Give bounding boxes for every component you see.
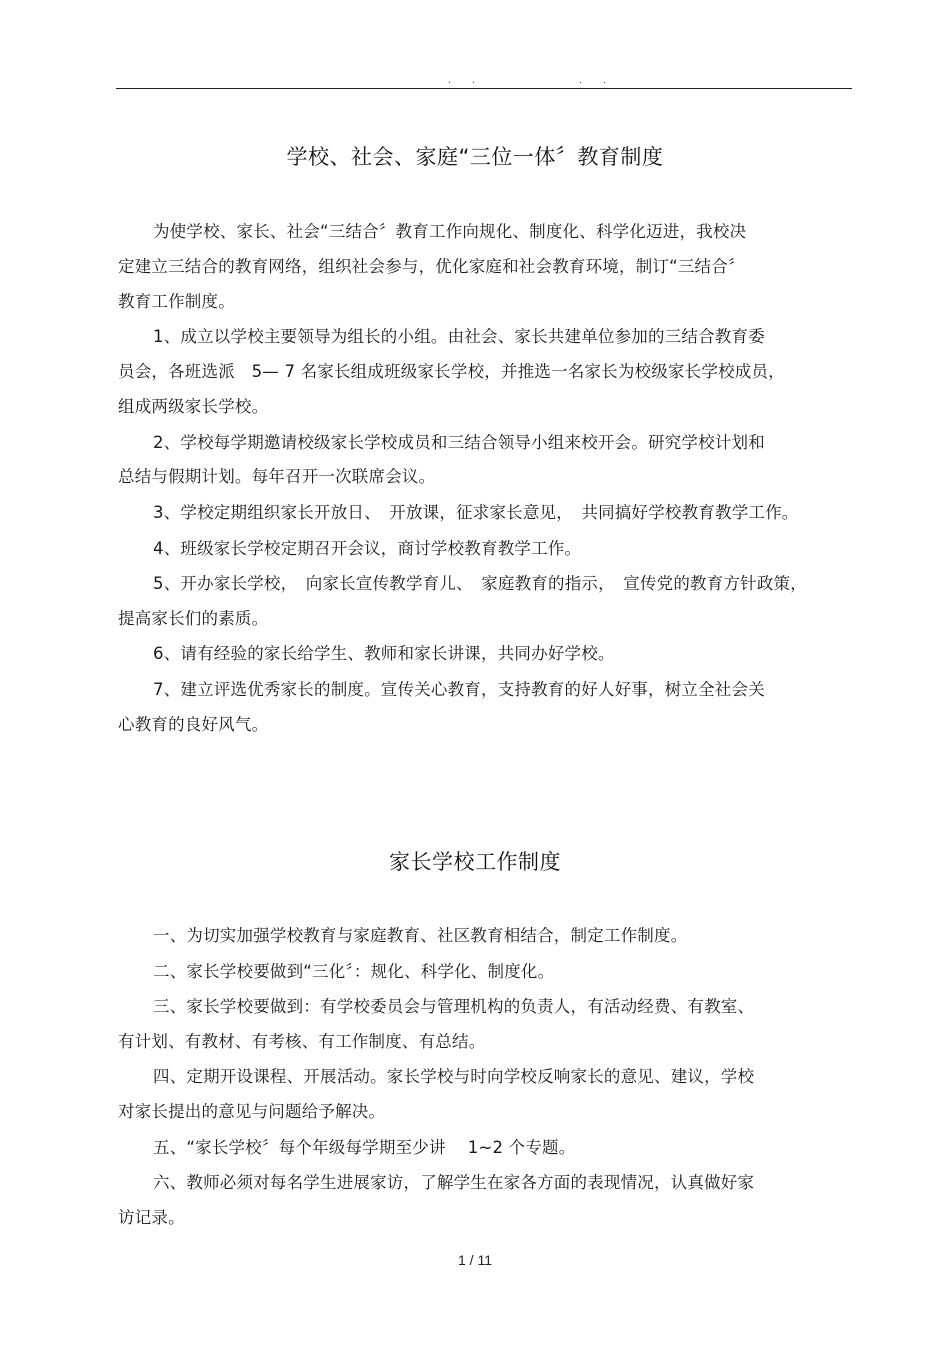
section-title: 学校、社会、家庭“三位一体〞教育制度: [286, 145, 664, 169]
section-title: 家长学校工作制度: [389, 850, 561, 874]
paragraph-line: 心教育的良好风气。: [118, 715, 269, 734]
paragraph-line: 一、为切实加强学校教育与家庭教育、社区教育相结合，制定工作制度。: [153, 926, 688, 945]
header-rule: [116, 88, 852, 89]
paragraph-line: 三、家长学校要做到：有学校委员会与管理机构的负责人，有活动经费、有教室、: [153, 997, 755, 1016]
paragraph-line: 3、学校定期组织家长开放日、 开放课，征求家长意见， 共同搞好学校教育教学工作。: [153, 503, 799, 522]
paragraph-line: 5、开办家长学校， 向家长宣传教学育儿、 家庭教育的指示， 宣传党的教育方针政策，: [153, 574, 807, 593]
header-marks: [0, 74, 950, 86]
header-mark: .: [603, 74, 607, 86]
paragraph-line: 定建立三结合的教育网络，组织社会参与，优化家庭和社会教育环境，制订“三结合〞: [118, 257, 745, 276]
page-number: 1 / 11: [458, 1252, 492, 1268]
paragraph-line: 二、家长学校要做到“三化〞：规化、科学化、制度化。: [153, 962, 555, 981]
paragraph-line: 2、学校每学期邀请校级家长学校成员和三结合领导小组来校开会。研究学校计划和: [153, 433, 765, 452]
paragraph-line: 为使学校、家长、社会“三结合〞教育工作向规化、制度化、科学化迈进，我校决: [153, 222, 747, 241]
paragraph-line: 员会，各班选派 5— 7 名家长组成班级家长学校，并推选一名家长为校级家长学校成员，: [118, 362, 785, 381]
header-mark: .: [579, 74, 583, 86]
paragraph-line: 四、定期开设课程、开展活动。家长学校与时向学校反响家长的意见、建议，学校: [153, 1067, 755, 1086]
paragraph-line: 总结与假期计划。每年召开一次联席会议。: [118, 467, 436, 486]
paragraph-line: 六、教师必须对每名学生进展家访，了解学生在家各方面的表现情况，认真做好家: [153, 1173, 755, 1192]
paragraph-line: 1、成立以学校主要领导为组长的小组。由社会、家长共建单位参加的三结合教育委: [153, 327, 765, 346]
paragraph-line: 提高家长们的素质。: [118, 609, 269, 628]
paragraph-line: 五、“家长学校〞每个年级每学期至少讲 1~2 个专题。: [153, 1138, 576, 1157]
paragraph-line: 7、建立评选优秀家长的制度。宣传关心教育，支持教育的好人好事，树立全社会关: [153, 680, 765, 699]
header-mark: .: [472, 74, 476, 86]
paragraph-line: 6、请有经验的家长给学生、教师和家长讲课，共同办好学校。: [153, 644, 615, 663]
paragraph-line: 组成两级家长学校。: [118, 397, 269, 416]
paragraph-line: 对家长提出的意见与问题给予解决。: [118, 1102, 386, 1121]
paragraph-line: 有计划、有教材、有考核、有工作制度、有总结。: [118, 1032, 486, 1051]
paragraph-line: 4、班级家长学校定期召开会议，商讨学校教育教学工作。: [153, 539, 582, 558]
header-mark: .: [448, 74, 452, 86]
paragraph-line: 教育工作制度。: [118, 292, 235, 311]
paragraph-line: 访记录。: [118, 1208, 185, 1227]
